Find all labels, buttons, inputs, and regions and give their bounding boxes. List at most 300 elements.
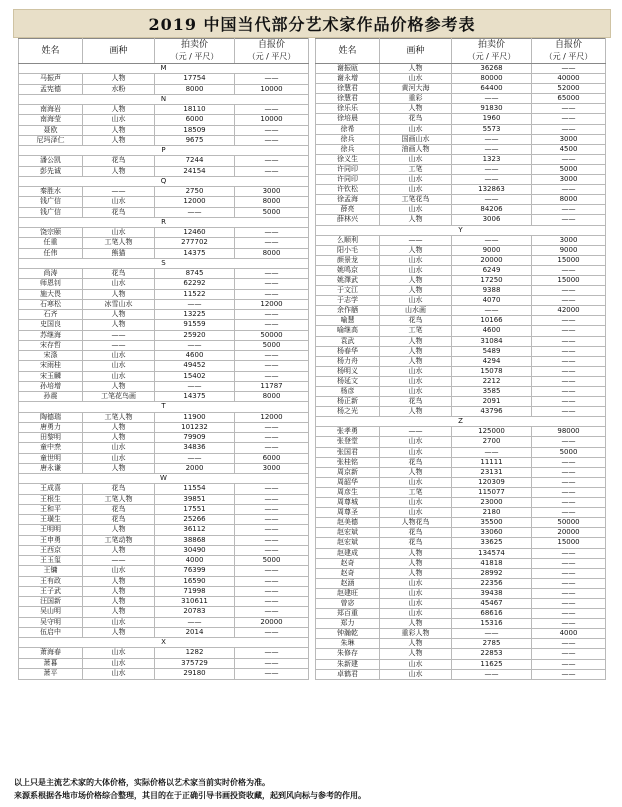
- artist-name-cell: 任伟: [19, 248, 83, 258]
- self-price-cell: ——: [532, 619, 606, 629]
- artist-name-cell: 杨正新: [316, 397, 380, 407]
- genre-cell: 人物: [83, 607, 155, 617]
- table-row: [19, 361, 309, 371]
- table-row: [19, 351, 309, 361]
- genre-cell: 山水: [380, 296, 452, 306]
- artist-name-cell: 张国君: [316, 447, 380, 457]
- self-price-cell: ——: [532, 346, 606, 356]
- artist-name-cell: 唐永谦: [19, 463, 83, 473]
- genre-cell: ——: [83, 556, 155, 566]
- self-price-cell: ——: [235, 238, 309, 248]
- genre-cell: 花鸟: [380, 316, 452, 326]
- genre-cell: 山水: [83, 566, 155, 576]
- table-row: [316, 508, 606, 518]
- genre-cell: ——: [83, 330, 155, 340]
- genre-cell: 山水: [83, 617, 155, 627]
- auction-price-cell: 115077: [452, 487, 532, 497]
- table-row: [316, 487, 606, 497]
- page-title: 2019 中国当代部分艺术家作品价格参考表: [13, 9, 611, 38]
- table-row: [316, 659, 606, 669]
- header-auction-label: 拍卖价: [180, 40, 208, 50]
- table-row: [316, 518, 606, 528]
- letter-row: [316, 225, 606, 235]
- genre-cell: 山水: [83, 453, 155, 463]
- artist-name-cell: 吴山明: [19, 607, 83, 617]
- genre-cell: 山水: [380, 387, 452, 397]
- auction-price-cell: 2785: [452, 639, 532, 649]
- artist-name-cell: 许同印: [316, 164, 380, 174]
- self-price-cell: ——: [532, 104, 606, 114]
- genre-cell: 人物: [380, 336, 452, 346]
- artist-name-cell: 朱修存: [316, 649, 380, 659]
- genre-cell: 山水: [380, 508, 452, 518]
- artist-name-cell: 宋存哲: [19, 340, 83, 350]
- auction-price-cell: 16590: [155, 576, 235, 586]
- artist-name-cell: 尼玛泽仁: [19, 135, 83, 145]
- self-price-cell: ——: [532, 649, 606, 659]
- genre-cell: 人物: [83, 433, 155, 443]
- genre-cell: 山水: [380, 437, 452, 447]
- auction-price-cell: 23131: [452, 467, 532, 477]
- artist-name-cell: 余作舾: [316, 306, 380, 316]
- table-row: [316, 457, 606, 467]
- genre-cell: 山水: [380, 205, 452, 215]
- self-price-cell: ——: [235, 269, 309, 279]
- genre-cell: 花鸟: [380, 528, 452, 538]
- auction-price-cell: 64400: [452, 84, 532, 94]
- self-price-cell: ——: [532, 487, 606, 497]
- self-price-cell: 40000: [532, 74, 606, 84]
- table-row: [316, 447, 606, 457]
- table-row: [316, 649, 606, 659]
- table-row: [19, 330, 309, 340]
- table-row: [19, 156, 309, 166]
- self-price-cell: 5000: [235, 556, 309, 566]
- table-row: [19, 433, 309, 443]
- self-price-cell: ——: [532, 316, 606, 326]
- auction-price-cell: ——: [452, 134, 532, 144]
- self-price-cell: ——: [235, 658, 309, 668]
- auction-price-cell: 2212: [452, 376, 532, 386]
- table-row: [19, 289, 309, 299]
- header-self: [235, 39, 309, 64]
- self-price-cell: ——: [532, 114, 606, 124]
- auction-price-cell: ——: [155, 340, 235, 350]
- auction-price-cell: ——: [155, 207, 235, 217]
- auction-price-cell: 43796: [452, 407, 532, 417]
- header-self-unit: （元 / 平尺）: [247, 52, 296, 61]
- genre-cell: ——: [83, 340, 155, 350]
- genre-cell: 人物: [380, 275, 452, 285]
- auction-price-cell: 76399: [155, 566, 235, 576]
- genre-cell: 山水: [380, 185, 452, 195]
- genre-cell: 人物: [380, 639, 452, 649]
- artist-name-cell: 王成喜: [19, 484, 83, 494]
- artist-name-cell: 萧平: [19, 668, 83, 679]
- artist-name-cell: 么顺利: [316, 235, 380, 245]
- table-row: [316, 134, 606, 144]
- self-price-cell: ——: [235, 525, 309, 535]
- self-price-cell: 4500: [532, 144, 606, 154]
- table-row: [19, 228, 309, 238]
- table-row: [19, 412, 309, 422]
- table-row: [316, 437, 606, 447]
- auction-price-cell: 62292: [155, 279, 235, 289]
- table-row: [316, 306, 606, 316]
- artist-name-cell: 王根生: [19, 494, 83, 504]
- self-price-cell: ——: [532, 558, 606, 568]
- self-price-cell: ——: [532, 437, 606, 447]
- self-price-cell: 9000: [532, 245, 606, 255]
- letter-row: [19, 176, 309, 186]
- genre-cell: 花鸟: [380, 457, 452, 467]
- artist-name-cell: 徐孟海: [316, 195, 380, 205]
- artist-name-cell: 于志学: [316, 296, 380, 306]
- auction-price-cell: 12460: [155, 228, 235, 238]
- table-row: [19, 658, 309, 668]
- self-price-cell: 12000: [235, 412, 309, 422]
- auction-price-cell: 28992: [452, 568, 532, 578]
- self-price-cell: 50000: [532, 518, 606, 528]
- genre-cell: 山水: [380, 366, 452, 376]
- auction-price-cell: 4070: [452, 296, 532, 306]
- genre-cell: 重彩人物: [380, 629, 452, 639]
- auction-price-cell: 1960: [452, 114, 532, 124]
- artist-name-cell: 周韶华: [316, 477, 380, 487]
- self-price-cell: 65000: [532, 94, 606, 104]
- auction-price-cell: 12000: [155, 197, 235, 207]
- table-row: [316, 154, 606, 164]
- artist-name-cell: 郑百重: [316, 609, 380, 619]
- self-price-cell: 15000: [532, 255, 606, 265]
- table-row: [316, 265, 606, 275]
- table-row: [316, 104, 606, 114]
- table-row: [316, 195, 606, 205]
- artist-name-cell: 薛亮: [316, 205, 380, 215]
- table-row: [19, 299, 309, 309]
- table-row: [316, 548, 606, 558]
- auction-price-cell: 4294: [452, 356, 532, 366]
- table-row: [19, 381, 309, 391]
- genre-cell: 人物: [83, 289, 155, 299]
- genre-cell: 花鸟: [83, 269, 155, 279]
- genre-cell: 山水: [83, 115, 155, 125]
- auction-price-cell: 22356: [452, 578, 532, 588]
- table-row: [316, 609, 606, 619]
- auction-price-cell: 5573: [452, 124, 532, 134]
- auction-price-cell: 2091: [452, 397, 532, 407]
- table-row: [19, 443, 309, 453]
- self-price-cell: ——: [532, 387, 606, 397]
- auction-price-cell: ——: [452, 669, 532, 679]
- genre-cell: 人物: [380, 346, 452, 356]
- auction-price-cell: ——: [452, 306, 532, 316]
- genre-cell: 山水: [83, 197, 155, 207]
- table-row: [316, 397, 606, 407]
- genre-cell: 人物: [380, 104, 452, 114]
- auction-price-cell: 125000: [452, 427, 532, 437]
- genre-cell: 山水: [83, 371, 155, 381]
- artist-name-cell: 王申勇: [19, 535, 83, 545]
- genre-cell: 人物: [380, 286, 452, 296]
- artist-name-cell: 潘公凯: [19, 156, 83, 166]
- auction-price-cell: 39438: [452, 588, 532, 598]
- auction-price-cell: ——: [155, 617, 235, 627]
- table-row: [19, 248, 309, 258]
- self-price-cell: 10000: [235, 115, 309, 125]
- genre-cell: 人物: [83, 576, 155, 586]
- table-row: [316, 164, 606, 174]
- table-row: [316, 558, 606, 568]
- artist-name-cell: 田黎明: [19, 433, 83, 443]
- table-row: [316, 387, 606, 397]
- auction-price-cell: 17551: [155, 504, 235, 514]
- self-price-cell: ——: [235, 74, 309, 84]
- genre-cell: 山水: [380, 609, 452, 619]
- table-row: [316, 144, 606, 154]
- artist-name-cell: 赵宏斌: [316, 538, 380, 548]
- genre-cell: 人物: [380, 568, 452, 578]
- table-row: [316, 255, 606, 265]
- self-price-cell: 3000: [235, 187, 309, 197]
- auction-price-cell: ——: [452, 94, 532, 104]
- self-price-cell: ——: [532, 356, 606, 366]
- self-price-cell: ——: [235, 371, 309, 381]
- genre-cell: 人物: [83, 627, 155, 637]
- header-row: [316, 39, 606, 64]
- artist-name-cell: 朱新建: [316, 659, 380, 669]
- genre-cell: 山水: [83, 668, 155, 679]
- artist-name-cell: 徐希: [316, 124, 380, 134]
- self-price-cell: ——: [532, 588, 606, 598]
- auction-price-cell: 9000: [452, 245, 532, 255]
- self-price-cell: ——: [235, 597, 309, 607]
- self-price-cell: 8000: [235, 248, 309, 258]
- table-row: [316, 124, 606, 134]
- genre-cell: 山水画: [380, 306, 452, 316]
- table-row: [316, 407, 606, 417]
- self-price-cell: ——: [532, 185, 606, 195]
- self-price-cell: ——: [235, 607, 309, 617]
- table-row: [19, 197, 309, 207]
- auction-price-cell: 11554: [155, 484, 235, 494]
- footnote: 来源系根据各地市场价格综合整理，其目的在于正确引导书画投资收藏，起到风向标与参考的作用。: [14, 791, 366, 800]
- letter-heading: N: [19, 94, 309, 104]
- artist-name-cell: 施大畏: [19, 289, 83, 299]
- auction-price-cell: 13225: [155, 310, 235, 320]
- self-price-cell: 5000: [235, 340, 309, 350]
- right-price-table: [315, 38, 606, 680]
- self-price-cell: ——: [235, 166, 309, 176]
- self-price-cell: ——: [532, 669, 606, 679]
- genre-cell: 油画人物: [380, 144, 452, 154]
- letter-heading: R: [19, 217, 309, 227]
- artist-name-cell: 赵建旺: [316, 588, 380, 598]
- self-price-cell: ——: [235, 320, 309, 330]
- self-price-cell: ——: [532, 467, 606, 477]
- table-row: [19, 115, 309, 125]
- header-genre: 画种: [380, 39, 452, 64]
- genre-cell: 人物: [83, 166, 155, 176]
- auction-price-cell: 15316: [452, 619, 532, 629]
- genre-cell: 山水: [380, 154, 452, 164]
- self-price-cell: 50000: [235, 330, 309, 340]
- table-row: [19, 340, 309, 350]
- genre-cell: 人物: [380, 245, 452, 255]
- artist-name-cell: 曾宓: [316, 598, 380, 608]
- self-price-cell: ——: [532, 578, 606, 588]
- letter-heading: Z: [316, 417, 606, 427]
- artist-name-cell: 孙培增: [19, 381, 83, 391]
- table-row: [316, 639, 606, 649]
- auction-price-cell: 10166: [452, 316, 532, 326]
- table-row: [316, 477, 606, 487]
- auction-price-cell: 11111: [452, 457, 532, 467]
- self-price-cell: ——: [532, 397, 606, 407]
- self-price-cell: ——: [235, 504, 309, 514]
- artist-name-cell: 薛林兴: [316, 215, 380, 225]
- genre-cell: 国画山水: [380, 134, 452, 144]
- artist-name-cell: 任重: [19, 238, 83, 248]
- genre-cell: 山水: [83, 351, 155, 361]
- auction-price-cell: 1323: [452, 154, 532, 164]
- artist-name-cell: 童中焘: [19, 443, 83, 453]
- table-row: [19, 504, 309, 514]
- table-row: [19, 545, 309, 555]
- auction-price-cell: 134574: [452, 548, 532, 558]
- self-price-cell: ——: [235, 648, 309, 658]
- auction-price-cell: 91830: [452, 104, 532, 114]
- genre-cell: ——: [380, 235, 452, 245]
- auction-price-cell: 2700: [452, 437, 532, 447]
- auction-price-cell: 277702: [155, 238, 235, 248]
- header-self: [532, 39, 606, 64]
- table-row: [316, 326, 606, 336]
- artist-name-cell: 郑力: [316, 619, 380, 629]
- letter-heading: M: [19, 64, 309, 74]
- auction-price-cell: 41818: [452, 558, 532, 568]
- table-row: [19, 166, 309, 176]
- self-price-cell: ——: [532, 366, 606, 376]
- self-price-cell: ——: [532, 154, 606, 164]
- footnote: 以上只是主流艺术家的大体价格，实际价格以艺术家当前实时价格为准。: [14, 778, 270, 787]
- table-row: [19, 84, 309, 94]
- artist-name-cell: 王玉玺: [19, 556, 83, 566]
- table-row: [19, 586, 309, 596]
- artist-name-cell: 周尊城: [316, 498, 380, 508]
- artist-name-cell: 尚涛: [19, 269, 83, 279]
- letter-heading: W: [19, 474, 309, 484]
- table-row: [316, 528, 606, 538]
- self-price-cell: 98000: [532, 427, 606, 437]
- auction-price-cell: 11625: [452, 659, 532, 669]
- auction-price-cell: ——: [452, 175, 532, 185]
- artist-name-cell: 史国良: [19, 320, 83, 330]
- self-price-cell: 20000: [235, 617, 309, 627]
- auction-price-cell: 36112: [155, 525, 235, 535]
- genre-cell: 山水: [380, 265, 452, 275]
- self-price-cell: ——: [532, 457, 606, 467]
- self-price-cell: 20000: [532, 528, 606, 538]
- artist-name-cell: 许同印: [316, 175, 380, 185]
- self-price-cell: ——: [532, 326, 606, 336]
- letter-heading: X: [19, 638, 309, 648]
- left-table-body: [19, 64, 309, 680]
- genre-cell: 花鸟: [380, 397, 452, 407]
- artist-name-cell: 谢永增: [316, 74, 380, 84]
- genre-cell: 人物: [83, 125, 155, 135]
- self-price-cell: ——: [532, 205, 606, 215]
- auction-price-cell: 6249: [452, 265, 532, 275]
- auction-price-cell: 68616: [452, 609, 532, 619]
- auction-price-cell: ——: [452, 447, 532, 457]
- artist-name-cell: 赵涵: [316, 578, 380, 588]
- header-self-label: 自报价: [554, 40, 582, 50]
- table-row: [19, 494, 309, 504]
- self-price-cell: ——: [532, 639, 606, 649]
- genre-cell: 花鸟: [83, 515, 155, 525]
- tables-container: [18, 38, 606, 680]
- auction-price-cell: 20783: [155, 607, 235, 617]
- self-price-cell: ——: [235, 484, 309, 494]
- self-price-cell: ——: [532, 64, 606, 74]
- artist-name-cell: 张登堂: [316, 437, 380, 447]
- table-row: [316, 316, 606, 326]
- genre-cell: 山水: [380, 659, 452, 669]
- artist-name-cell: 张桂铭: [316, 457, 380, 467]
- genre-cell: 工笔动物: [83, 535, 155, 545]
- auction-price-cell: 14375: [155, 248, 235, 258]
- artist-name-cell: 孟宪德: [19, 84, 83, 94]
- letter-row: [19, 64, 309, 74]
- genre-cell: 人物: [83, 320, 155, 330]
- genre-cell: ——: [83, 187, 155, 197]
- auction-price-cell: 33625: [452, 538, 532, 548]
- table-row: [19, 515, 309, 525]
- auction-price-cell: ——: [452, 235, 532, 245]
- auction-price-cell: 18509: [155, 125, 235, 135]
- auction-price-cell: 36268: [452, 64, 532, 74]
- table-row: [19, 392, 309, 402]
- auction-price-cell: ——: [155, 299, 235, 309]
- genre-cell: 工笔: [380, 487, 452, 497]
- genre-cell: 水粉: [83, 84, 155, 94]
- header-auction-label: 拍卖价: [477, 40, 505, 50]
- table-row: [19, 607, 309, 617]
- self-price-cell: ——: [532, 336, 606, 346]
- auction-price-cell: 71998: [155, 586, 235, 596]
- artist-name-cell: 杨延文: [316, 376, 380, 386]
- self-price-cell: ——: [235, 535, 309, 545]
- self-price-cell: 12000: [235, 299, 309, 309]
- genre-cell: 山水: [380, 669, 452, 679]
- artist-name-cell: 钟瀚乾: [316, 629, 380, 639]
- genre-cell: 人物: [83, 74, 155, 84]
- auction-price-cell: 17250: [452, 275, 532, 285]
- artist-name-cell: 卓鹤君: [316, 669, 380, 679]
- auction-price-cell: ——: [155, 381, 235, 391]
- artist-name-cell: 师恩钊: [19, 279, 83, 289]
- self-price-cell: ——: [235, 668, 309, 679]
- auction-price-cell: 39851: [155, 494, 235, 504]
- artist-name-cell: 赵奇: [316, 568, 380, 578]
- table-row: [19, 617, 309, 627]
- genre-cell: 山水: [83, 279, 155, 289]
- auction-price-cell: 38868: [155, 535, 235, 545]
- table-row: [316, 538, 606, 548]
- self-price-cell: 3000: [235, 463, 309, 473]
- auction-price-cell: 2014: [155, 627, 235, 637]
